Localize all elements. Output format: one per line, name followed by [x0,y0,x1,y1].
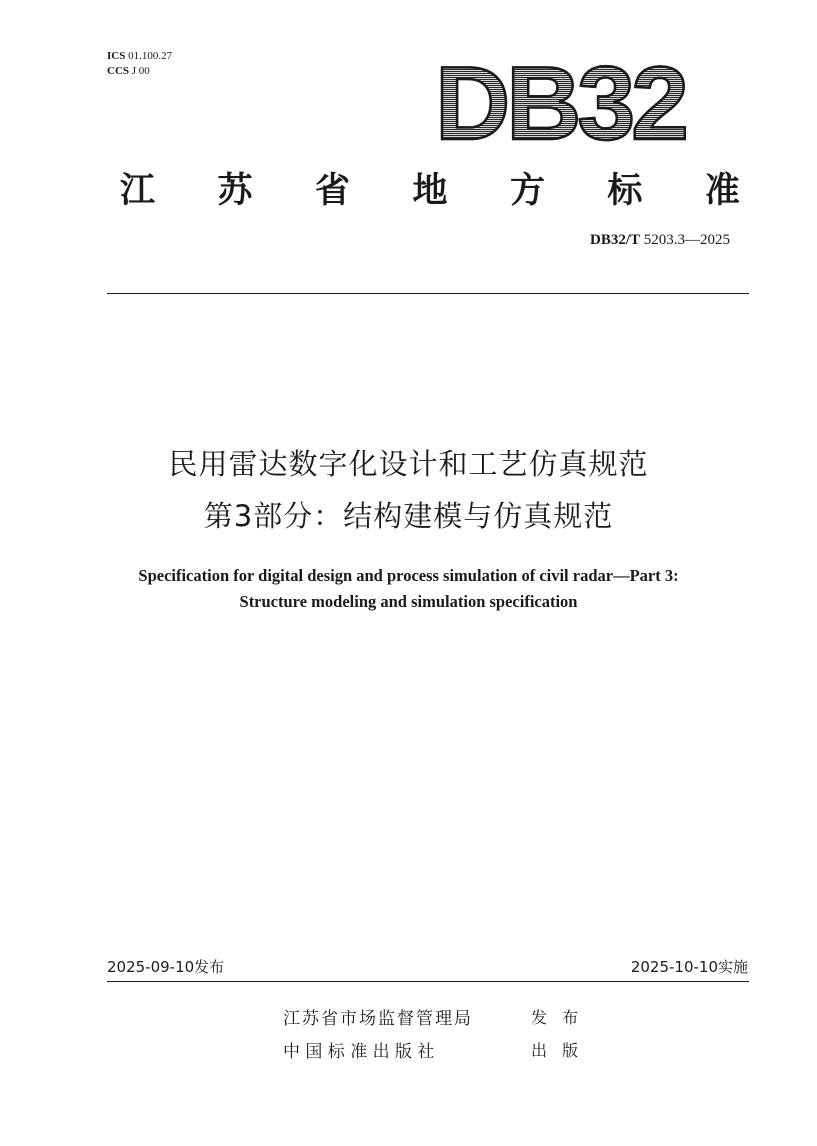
publisher-name: 中 国 标 准 出 版 社 [283,1042,435,1062]
publisher-action: 出 版 [531,1041,584,1060]
db32-logo: DB32 [435,46,685,162]
ics-code: ICS 01.100.27 [107,50,173,62]
standard-number: DB32/T 5203.3—2025 [589,232,730,248]
ccs-code: CCS J 00 [107,65,150,77]
standard-type-title: 江 苏 省 地 方 标 准 [120,171,740,211]
classification-codes [107,49,172,79]
publish-date: 2025-09-10发布 [107,958,225,976]
title-en-line1: Specification for digital design and process simulation of civil radar—Part 3: [138,566,679,585]
title-en-line2: Structure modeling and simulation specification [239,592,578,611]
issuer-name: 江苏省市场监督管理局 [283,1009,473,1029]
footer-divider [107,981,749,982]
title-cn-line2: 第3部分：结构建模与仿真规范 [203,499,614,533]
issuer-action: 发 布 [531,1008,584,1027]
header-divider [107,293,749,294]
title-cn-line1: 民用雷达数字化设计和工艺仿真规范 [168,447,649,481]
implement-date: 2025-10-10实施 [630,958,748,976]
